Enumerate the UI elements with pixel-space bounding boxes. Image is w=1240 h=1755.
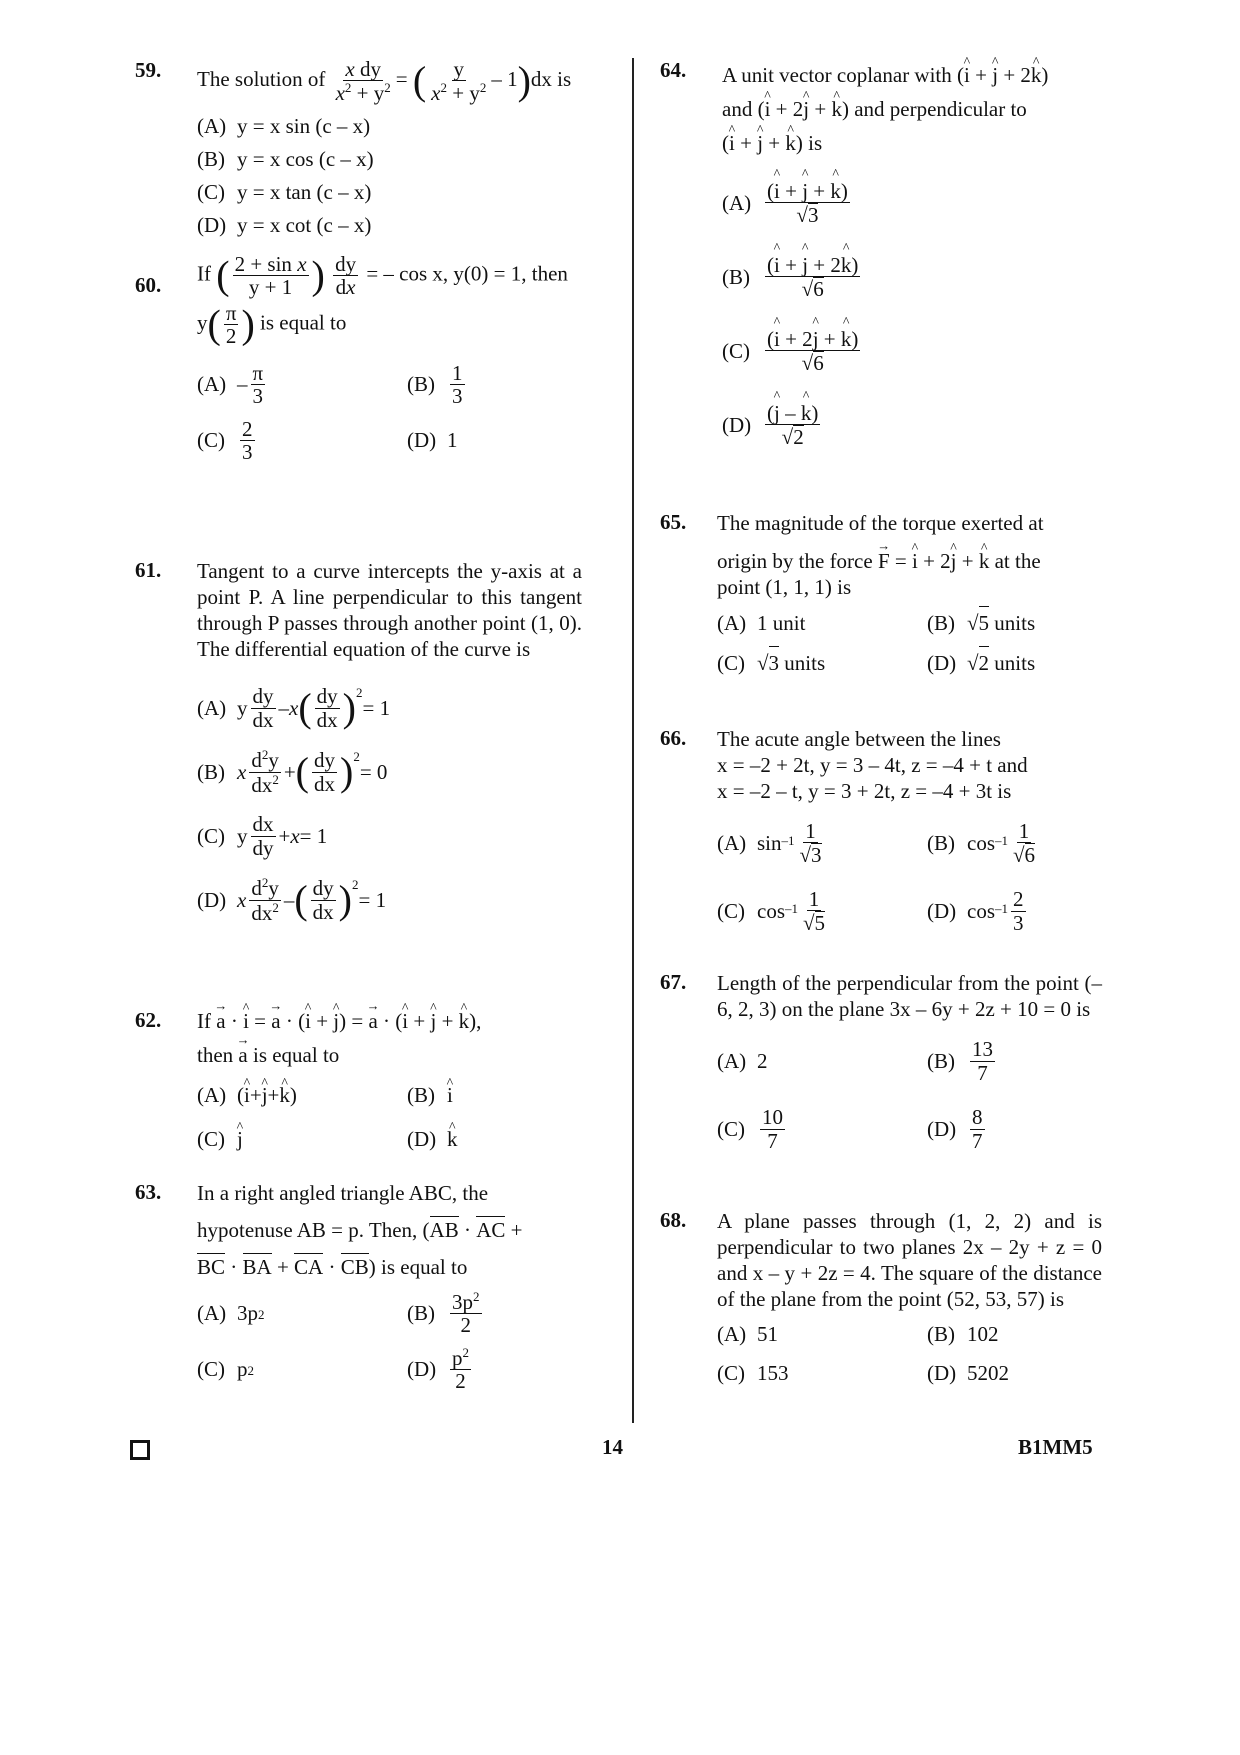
question-61 (135, 558, 605, 932)
option-d[interactable]: (D) y = x cot (c – x) (197, 213, 372, 238)
question-67 (660, 970, 1110, 1160)
question-number: 59. (135, 58, 162, 82)
options (717, 1030, 1110, 1160)
option-c[interactable]: (C) √ 3 units (717, 646, 927, 680)
option-b[interactable]: (B) $\frac{(\^{} i + \^{} j + 2\^{} k)}{√6}$ (722, 240, 1110, 314)
option-c[interactable]: (C) ^ j (197, 1120, 407, 1158)
question-68 (660, 1208, 1110, 1390)
options (717, 812, 1110, 942)
question-stem: The acute angle between the lines (717, 727, 1001, 751)
option-b[interactable]: (B) y = x cos (c – x) (197, 147, 374, 172)
question-stem: A unit vector coplanar with (^ i + ^ j + 2^ k) (722, 58, 1110, 92)
question-60 (135, 253, 605, 465)
question-number: 60. (135, 273, 162, 297)
question-63 (135, 1180, 605, 1394)
question-stem: A plane passes through (1, 2, 2) and is perpendicular to two planes 2x – 2y + z = 0 and x – y + 2z = 4. The square of the distance of the plane from the point (52, 53, 57) is (717, 1209, 1102, 1311)
options (197, 1076, 605, 1158)
option-b[interactable]: (B) $\frac{3p^2}{2}$ (407, 1288, 480, 1337)
options (717, 606, 1110, 680)
option-a[interactable]: (A) 51 (717, 1322, 778, 1346)
option-a[interactable]: (A) ( ^ i + ^ j + ^ k ) (197, 1076, 407, 1114)
stem-text-end: dx is (530, 66, 572, 91)
option-d[interactable]: (D) 5202 (927, 1361, 1009, 1385)
option-d[interactable]: (D) $\frac{p^2}{2}$ (407, 1344, 469, 1393)
question-stem: The magnitude of the torque exerted at (717, 511, 1044, 535)
question-66 (660, 726, 1110, 942)
registration-mark-icon (130, 1440, 150, 1460)
question-number: 68. (660, 1208, 687, 1232)
option-d[interactable]: (D) $\frac{8}{7}$ (927, 1105, 983, 1153)
option-b[interactable]: (B) 102 (927, 1322, 999, 1346)
option-d[interactable]: (D) 1 (407, 427, 458, 452)
question-stem-line2: hypotenuse AB = p. Then, (AB · AC + (197, 1218, 523, 1242)
option-c[interactable]: (C) 153 (717, 1361, 789, 1385)
question-62 (135, 1008, 605, 1158)
question-stem: In a right angled triangle ABC, the (197, 1181, 489, 1205)
question-stem-line3: point (1, 1, 1) is (717, 575, 852, 599)
paper-code: B1MM5 (1018, 1435, 1093, 1459)
question-65 (660, 510, 1110, 680)
option-d[interactable]: (D) cos –1 $\frac{2}{3}$ (927, 887, 1024, 935)
question-stem-line2: y( $\frac{\pi}{2}$ ) is equal to (197, 301, 347, 349)
option-b[interactable]: (B) cos –1 $\frac{1}{√6}$ (927, 818, 1036, 867)
question-stem-line3: BC · BA + CA · CB) is equal to (197, 1255, 468, 1279)
option-c[interactable]: (C) $\frac{(\^{} i + 2\^{} j + \^{} k)}{√6}$ (722, 314, 1110, 388)
option-a[interactable]: (A) 1 unit (717, 610, 806, 635)
option-b[interactable]: (B) ^ i (407, 1076, 607, 1114)
question-stem: If → a · ^ i = → a · (^ i + ^ j) = → a · (^ i + ^ j + ^ k), (197, 1008, 605, 1034)
options (197, 1288, 605, 1394)
option-a[interactable]: (A) 3p 2 (197, 1300, 265, 1325)
option-a[interactable]: (A) $\frac{(\^{} i + \^{} j + \^{} k)}{√3}$ (722, 166, 1110, 240)
question-number: 67. (660, 970, 687, 994)
options (197, 676, 605, 932)
option-b[interactable]: (B) √ 5 units (927, 606, 1127, 640)
question-stem-line2: x = –2 + 2t, y = 3 – 4t, z = –4 + t and (717, 753, 1028, 777)
column-divider (632, 58, 634, 1423)
option-a[interactable]: (A) y = x sin (c – x) (197, 114, 371, 139)
option-a[interactable]: (A) sin –1 $\frac{1}{√3}$ (717, 818, 822, 867)
question-number: 62. (135, 1008, 162, 1032)
question-59 (135, 58, 605, 242)
option-c[interactable]: (C) y = x tan (c – x) (197, 180, 372, 205)
option-c[interactable]: (C) $\frac{10}{7}$ (717, 1105, 783, 1153)
options (722, 166, 1110, 462)
option-c[interactable]: (C) $\frac{2}{3}$ (197, 416, 253, 464)
option-b[interactable]: (B) $\frac{1}{3}$ (407, 360, 463, 408)
question-number: 64. (660, 58, 687, 82)
question-number: 66. (660, 726, 687, 750)
option-b[interactable]: (B) x $\frac{d^2y}{dx^2}$ + ( $\frac{dy}{dx}$ ) $^2$ = 0 (197, 747, 388, 797)
options (717, 1318, 1110, 1390)
option-d[interactable]: (D) $\frac{(\^{} j - \^{} k)}{√2}$ (722, 388, 1110, 462)
question-stem-line3: x = –2 – t, y = 3 + 2t, z = –4 + 3t is (717, 779, 1012, 803)
options (197, 110, 605, 242)
page-number: 14 (602, 1435, 623, 1459)
option-a[interactable]: (A) 2 (717, 1048, 768, 1073)
question-stem-line2: then → a is equal to (197, 1042, 605, 1068)
question-stem: The solution of $\frac{\text{x dy}}{x^2 + y^2}$ = ( $\frac{y}{x^2 + y^2}$ – 1)dx is (197, 57, 572, 106)
option-c[interactable]: (C) y $\frac{dx}{dy}$ + x = 1 (197, 812, 328, 860)
question-stem: Length of the perpendicular from the point (–6, 2, 3) on the plane 3x – 6y + 2z + 10 = 0 is (717, 971, 1102, 1021)
question-number: 61. (135, 558, 162, 582)
question-stem: If ( $\frac{\text{2 + sin x}}{y + 1}$ ) $\frac{dy}{dx}$ = – cos x, y(0) = 1, then (197, 252, 568, 300)
option-d[interactable]: (D) ^ k (407, 1120, 607, 1158)
option-a[interactable]: (A) – $\frac{\pi}{3}$ (197, 360, 264, 408)
option-a[interactable]: (A) y $\frac{dy}{dx}$ – x ( $\frac{dy}{dx}$ ) $^2$ = 1 (197, 684, 391, 732)
question-stem: Tangent to a curve intercepts the y-axis at a point P. A line perpendicular to this tangent through P passes through another point (1, 0). The differential equation of the curve is (197, 559, 582, 661)
stem-text: The solution of (197, 66, 326, 91)
option-c[interactable]: (C) cos –1 $\frac{1}{√5}$ (717, 886, 826, 935)
option-b[interactable]: (B) $\frac{13}{7}$ (927, 1037, 993, 1085)
question-stem-line3: (^ i + ^ j + ^ k) is (722, 126, 1110, 160)
question-64 (660, 58, 1110, 462)
option-d[interactable]: (D) x $\frac{d^2y}{dx^2}$ – ( $\frac{dy}{dx}$ ) $^2$ = 1 (197, 875, 387, 925)
question-number: 63. (135, 1180, 162, 1204)
option-d[interactable]: (D) √ 2 units (927, 646, 1127, 680)
option-c[interactable]: (C) p 2 (197, 1356, 254, 1381)
question-stem-line2: origin by the force → F = ^ i + 2^ j + ^ k at the (717, 548, 1110, 574)
options (197, 359, 605, 465)
question-stem-line2: and (^ i + 2^ j + ^ k) and perpendicular to (722, 92, 1110, 126)
question-number: 65. (660, 510, 687, 534)
